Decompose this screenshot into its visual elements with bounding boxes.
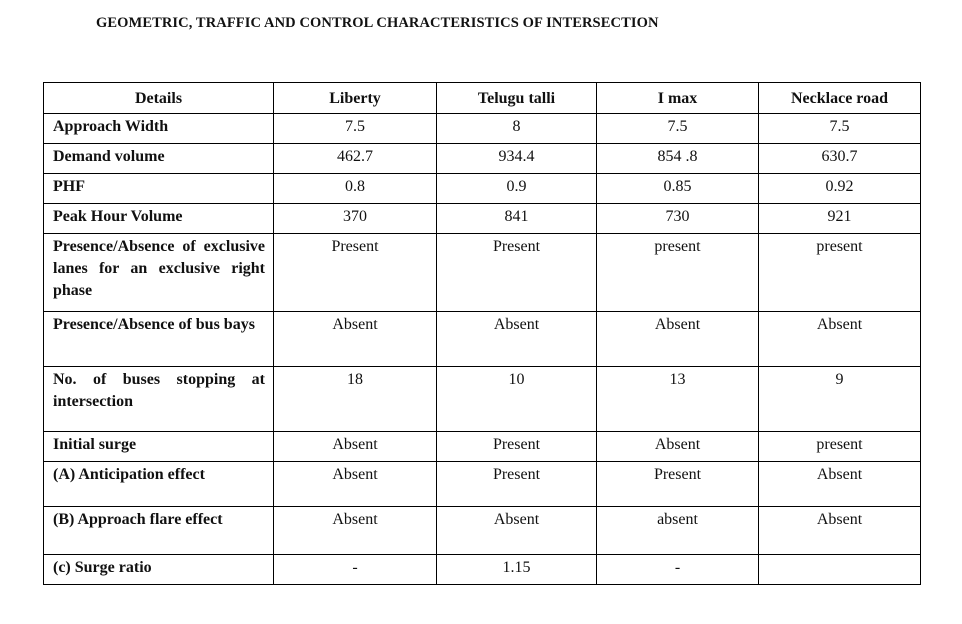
row-label: Presence/Absence of bus bays [44, 312, 274, 367]
cell-value: Absent [274, 507, 437, 555]
header-necklace-road: Necklace road [759, 83, 921, 114]
cell-value: Present [597, 462, 759, 507]
cell-value [759, 555, 921, 585]
cell-value: - [274, 555, 437, 585]
row-label: Approach Width [44, 114, 274, 144]
row-label: Initial surge [44, 432, 274, 462]
cell-value: 7.5 [274, 114, 437, 144]
table-row [44, 507, 921, 555]
cell-value: Absent [759, 462, 921, 507]
cell-value: 0.92 [759, 174, 921, 204]
table-row [44, 312, 921, 367]
table-row [44, 204, 921, 234]
cell-value: 730 [597, 204, 759, 234]
cell-value: 462.7 [274, 144, 437, 174]
cell-value: 630.7 [759, 144, 921, 174]
cell-value: Absent [274, 462, 437, 507]
cell-value: 8 [437, 114, 597, 144]
row-label: PHF [44, 174, 274, 204]
table-row [44, 174, 921, 204]
header-telugu-talli: Telugu talli [437, 83, 597, 114]
cell-value: 921 [759, 204, 921, 234]
table-row [44, 144, 921, 174]
cell-value: - [597, 555, 759, 585]
cell-value: Absent [597, 312, 759, 367]
cell-value: present [759, 432, 921, 462]
row-label: Demand volume [44, 144, 274, 174]
cell-value: present [759, 234, 921, 312]
cell-value: 934.4 [437, 144, 597, 174]
table-row [44, 367, 921, 432]
table-row [44, 234, 921, 312]
cell-value: 7.5 [759, 114, 921, 144]
header-i-max: I max [597, 83, 759, 114]
row-label: (A) Anticipation effect [44, 462, 274, 507]
cell-value: 0.85 [597, 174, 759, 204]
cell-value: Present [437, 462, 597, 507]
cell-value: 9 [759, 367, 921, 432]
header-row [44, 83, 921, 114]
cell-value: 854 .8 [597, 144, 759, 174]
cell-value: 0.9 [437, 174, 597, 204]
characteristics-table [43, 82, 921, 585]
cell-value: 370 [274, 204, 437, 234]
cell-value: absent [597, 507, 759, 555]
cell-value: Present [437, 234, 597, 312]
cell-value: 10 [437, 367, 597, 432]
cell-value: Absent [274, 312, 437, 367]
cell-value: Absent [759, 312, 921, 367]
table-body [44, 114, 921, 585]
header-details: Details [44, 83, 274, 114]
table-row [44, 432, 921, 462]
cell-value: Absent [597, 432, 759, 462]
document-title: GEOMETRIC, TRAFFIC AND CONTROL CHARACTERISTICS OF INTERSECTION [96, 15, 659, 31]
table-row [44, 114, 921, 144]
row-label: (B) Approach flare effect [44, 507, 274, 555]
row-label: Presence/Absence of exclusive lanes for an exclusive right phase [44, 234, 274, 312]
cell-value: Absent [274, 432, 437, 462]
cell-value: Present [437, 432, 597, 462]
cell-value: Absent [759, 507, 921, 555]
header-liberty: Liberty [274, 83, 437, 114]
cell-value: 18 [274, 367, 437, 432]
cell-value: 13 [597, 367, 759, 432]
cell-value: Present [274, 234, 437, 312]
table-header [44, 83, 921, 114]
row-label: No. of buses stopping at intersection [44, 367, 274, 432]
cell-value: 0.8 [274, 174, 437, 204]
cell-value: Absent [437, 312, 597, 367]
table-row [44, 462, 921, 507]
row-label: Peak Hour Volume [44, 204, 274, 234]
cell-value: 841 [437, 204, 597, 234]
cell-value: 7.5 [597, 114, 759, 144]
row-label: (c) Surge ratio [44, 555, 274, 585]
cell-value: Absent [437, 507, 597, 555]
cell-value: 1.15 [437, 555, 597, 585]
table-row [44, 555, 921, 585]
cell-value: present [597, 234, 759, 312]
